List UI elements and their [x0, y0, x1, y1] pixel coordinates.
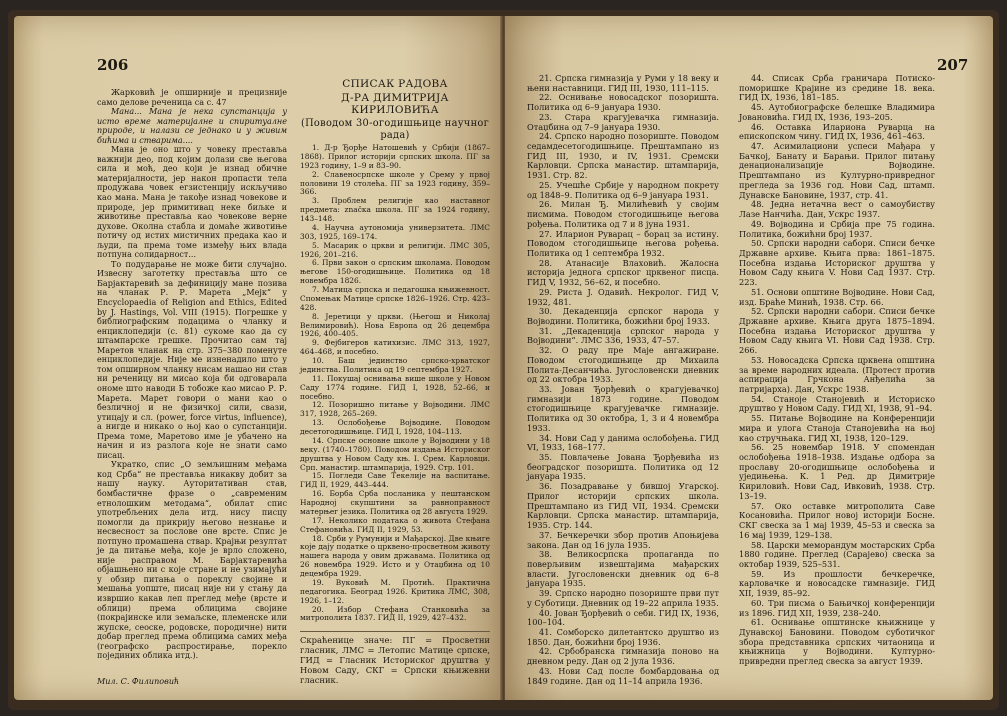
list-item: 49. Војводина и Србија пре 75 година. Политика, божићни број 1937. [739, 218, 935, 239]
list-item: 47. Асимилациони успеси Мађара у Бачкој, Банату и Барањи. Прилог питању денационализације Војводине. Прештампано из Културно-привредног прегледа за 1936 год. Нови Сад, штамп. Дунавске Бановине, 1937, стр. 41. [739, 141, 935, 200]
list-item: 45. Аутобиографске белешке Владимира Јовановића. ГИД IX, 1936, 193–205. [739, 102, 935, 122]
list-item: 17. Неколико података о живота Стефана Стефановића. ГИД II, 1929, 53. [300, 515, 490, 534]
list-item: 36. Позадравање у бившој Угарској. Прилог историји српских школа. Прештампано из ГИД VII, 1934. Сремски Карловци. Српска манастир. штампарија, 1935. Стр. 144. [527, 481, 719, 531]
list-item: 40. Јован Ђорђевић о себи. ГИД IX, 1936, 100–104. [527, 607, 719, 628]
list-item: 25. Учешће Србије у народном покрету од 1848–9. Политика од 6–9 јануара 1931. [527, 179, 719, 200]
author-signature: Мил. С. Филиповић [97, 676, 180, 686]
list-item: 59. Из прошлости бечкеречке, карловачке и новосадске гимназије. ГИД XII, 1939, 85–92. [739, 568, 935, 599]
list-item: 13. Ослобођење Војводине. Поводом десетогодишњице. ГИД I, 1928, 104–113. [300, 418, 490, 436]
list-item: 61. Оснивање општинске књижнице у Дунавској Бановини. Поводом суботичког збора представника српских читаоница и књижница у Војводини. Културно-привредни преглед свеска за август 1939. [739, 617, 935, 667]
paragraph: Мана је оно што у човеку преставља важнији део, под којим долази све његова сила и моћ, део који је изнад обичне материјалности, јер након пропасти тела продужава човек егзистенцију искључиво као мана. Мана је такође изнад човекове и природе, јер примитивац неке биљке и животиње преставља као човекове верне духове. Околна стабла и домаће животиње потичу од истих мистичних предака као и људи, па према томе између њих влада потпуна солидарност... [97, 145, 287, 260]
list-item: 46. Оставка Илариона Руварца на епископском чину. ГИД IX, 1936, 461–463. [739, 121, 935, 142]
list-item: 41. Сомборско дилетантско друштво из 1850. Дан, божићни број 1936. [527, 626, 719, 647]
paragraph: То подударање не може бити случајно. Извесну заготетку преставља што се Барјактаревић за дефиницију мане позива на чланак Р. Р. Марета „Мејк“ у Encyclopaedia of Religion and Ethics, Edited by J. Hastings, Vol. VIII (1915). Погрешке у библиографским подацима о чланку и енциклопедији (с. 81) сукоме као да су штампарске грешке. Прочитао сам тај Маретов чланак на стр. 375–380 поменуте енциклопедије. Није ме изненадило што у том опширном чланку нисам нашао ни став ни реченицу ни мисао која би одговарала ономе што наводи Б тобоже као мисао Р. Р. Марета. Марет говори о мани као о безличној и не физичкој сили, свази, утицају и сл. (power, force virtus, influence), а нигде и никако о њој као о супстанцији. Према томе, Маретово име је убачено на начин и из разлога које не знати само писац. [97, 259, 287, 460]
list-item: 6. Први закон о српским школама. Поводом његове 150-огодишњице. Политика од 18 новембра 1826. [300, 258, 490, 286]
right-page [505, 16, 993, 700]
footnote: Скраћенице значе: ПГ = Просветни гласник, ЛМС = Летопис Матице српске, ГИД = Гласник Историског друштва у Новом Саду, СКГ = Српски књижевни гласник. [300, 631, 490, 685]
list-item: 57. Око оставке митрополита Саве Косановића. Прилог новој историји Босне. СКГ свеска за 1 мај 1939, 45–53 и свеска за 16 мај 1939, 129–138. [739, 500, 935, 540]
list-author: Д-РА ДИМИТРИЈА КИРИЛОВИЋА [341, 92, 449, 116]
left-column-text [97, 88, 287, 686]
list-item: 39. Српско народно позориште први пут у Суботици. Дневник од 19–22 априла 1935. [527, 588, 719, 608]
list-item: 19. Вуковић М. Протић. Практична педагогика. Београд 1926. Критика ЛМС, 308, 1926, 1–12. [300, 577, 490, 605]
paragraph: Укратко, спис „О земљишним међама код Срба“ не преставља никакву добит за нашу науку. Ауторитативан став, бомбастичне фразе о „савременим етнолошким методама“, обилат спис употребљених дела итд. нису писцу помогли да прикрију његово незнање и несвесност за послове оне врсте. Спис је потпуно промашена ствар. Крајњи резултат је да питање међа, које је врло сложено, није расправом М. Барјактаревића објашњено ни с које стране и не узимајући у обзир питања о пореклу својине и мешања уопште, писац није ни у стању да извршио какав леп преглед међе (врсте и облици) према облицима својине (покрајинске или земаљске, племенске или жупске, сеоске, родовске, породичне) нити добар преглед према облицима самих међа (географско распростирање, порекло појединих облика итд.). [97, 460, 287, 661]
list-item: 24. Српско народно позориште. Поводом седамдесетогодишњице. Прештампано из ГИД III, 1930, и IV, 1931. Сремски Карловци. Српска манастир. штампарија, 1931. Стр. 82. [527, 131, 719, 181]
page-number: 206 [97, 56, 129, 74]
list-item: 9. Фејбигеров катихизис. ЛМС 313, 1927, 464–468, и посебно. [300, 338, 490, 357]
bibliography-column [300, 78, 490, 685]
list-item: 15. Погледи Саве Текелије на васпитање. ГИД II, 1929, 443–444. [300, 471, 490, 490]
list-item: 29. Риста J. Одавић. Некролог. ГИД V, 1932, 481. [527, 286, 719, 307]
list-item: 20. Избор Стефана Станковића за митрополита 1837. ГИД II, 1929, 427–432. [300, 604, 490, 623]
list-item: 10. Баш јединство српско-хрватског јединства. Политика од 19 септембра 1927. [300, 356, 490, 374]
list-item: 23. Стара крагујевачка гимназија. Отаџбина од 7–9 јануара 1930. [527, 111, 719, 132]
list-item: 33. Јован Ђорђевић о крагујевачкој гимназији 1873 године. Поводом стогодишњице крагујевачке гимназије. Политика од 30 октобра, 1, 3 и 4 новембра 1933. [527, 384, 719, 433]
list-item: 27. Иларион Руварац – борац за истину. Поводом стогодишњице његова рођења. Политика од 1 септембра 1932. [527, 228, 719, 258]
open-book [8, 10, 999, 710]
list-item: 1. Д-р Ђорђе Натошевић у Србији (1867–1868). Прилог историји српских школа. ПГ за 1923 годину, 1–9 и 83–90. [300, 143, 490, 170]
list-item: 2. Славеносрпске школе у Срему у првој половини 19 столећа. ПГ за 1923 годину, 359–366. [300, 169, 490, 197]
list-item: 42. Србобранска гимназија поново на дневном реду. Дан од 2 јула 1936. [527, 646, 719, 667]
list-item: 21. Српска гимназија у Руми у 18 веку и њени наставници. ГИД III, 1930, 111–115. [527, 73, 719, 93]
list-item: 51. Основи општине Војводине. Нови Сад, изд. Браће Минић, 1938. Стр. 66. [739, 286, 935, 307]
bibliography-column [527, 74, 719, 686]
list-item: 52. Српски народни сабори. Списи бечке Државне архиве. Књига друга 1875–1894. Посебна издања Историског друштва у Новом Саду књига VI. Нови Сад 1938. Стр. 266. [739, 306, 935, 356]
list-item: 32. О раду пре Маје ангажиране. Поводом стогодишњице др Михаила Полита-Десанчића. Југословенски дневник од 22 октобра 1933. [527, 345, 719, 385]
list-item: 34. Нови Сад у данима ослобођења. ГИД VI, 1933, 168–177. [527, 432, 719, 453]
list-item: 5. Масарик о цркви и религији. ЛМС 305, 1926, 201–216. [300, 240, 490, 259]
list-item: 14. Српске основне школе у Војводини у 18 веку. (1740–1780). Поводом издања Историског друштва у Новом Саду књ. I. Срем. Карловци. Срп. манастир. штампарија, 1929. Стр. 101. [300, 435, 490, 472]
list-item: 54. Станоје Станојевић и Историско друштво у Новом Саду. ГИД XI, 1938, 91–94. [739, 393, 935, 414]
bibliography-column [739, 74, 935, 667]
list-item: 60. Три писма о Бањичкој конференцији из 1896. ГИД XII, 1939, 238–240. [739, 597, 935, 618]
paragraph: Жарковић је опширније и прецизније само делове реченица са с. 47 [97, 88, 287, 107]
list-item: 50. Српски народни сабори. Списи бечке Државне архиве. Књига прва: 1861–1875. Посебна издања Историског друштва у Новом Саду књига V. Нови Сад 1937. Стр. 223. [739, 238, 935, 288]
list-item: 31. „Декаденција српског народа у Војводини“. ЛМС 336, 1933, 47–57. [527, 325, 719, 346]
list-item: 53. Новосадска Српска црквена општина за време народних идеала. (Протест против аспирација Грчкона Анђелића за патријарха). Дан, Ускрс 1938. [739, 354, 935, 394]
list-item: 56. 25 новембар 1918. У спомендан ослобођења 1918–1938. Издање одбора за прославу 20-огодишњице ослобођења и уједињења. К. 1 Ред. др Димитрије Кириловић. Нови Сад, Ивковић, 1938. Стр. 13–19. [739, 442, 935, 501]
paragraph: Мана... Мана је нека супстанција у исто време материјалне и спиритуалне природе, и налази се једнако и у живим бићима и стварима.... [97, 107, 287, 145]
list-item: 26. Милан Ђ. Милићевић у својим писмима. Поводом стогодишњице његова рођења. Политика од 7 и 8 јуна 1931. [527, 199, 719, 229]
list-item: 8. Јеретици у цркви. (Његош и Николај Велимировић). Нова Европа од 26 децембра 1926, 400–405. [300, 311, 490, 339]
list-title: СПИСАК РАДОВА [342, 78, 448, 90]
list-item: 35. Повлачење Јована Ђорђевића из београдског позоришта. Политика од 12 јануара 1935. [527, 452, 719, 482]
list-item: 7. Матица српска и педагошка књижевност. Спомењак Матице српске 1826–1926. Стр. 423–428. [300, 285, 490, 312]
list-note: (Поводом 30-огодишњице научног рада) [300, 118, 490, 141]
left-page [14, 16, 502, 700]
list-item: 4. Научна аутономија универзитета. ЛМС 303, 1925, 169–174. [300, 222, 490, 241]
list-item: 16. Борба Срба посланика у пештанском Народној скупштини за равноправност матерњег језика. Политика од 28 августа 1929. [300, 489, 490, 516]
list-item: 3. Проблем религије као наставног предмета: značка школа. ПГ за 1924 годину, 143–148. [300, 196, 490, 223]
list-item: 55. Питање Војводине на Конференцији мира и улога Станоја Станојевића на њој као стручњака. ГИД XI, 1938, 120–129. [739, 413, 935, 443]
list-item: 37. Бечкеречки збор против Апоњијева закона. Дан од 16 јула 1935. [527, 529, 719, 550]
page-number: 207 [937, 56, 969, 74]
list-item: 28. Атанасије Влаховић. Жалосна историја једнога српског црквеног писца. ГИД V, 1932, 56–62, и посебно. [527, 257, 719, 288]
list-item: 58. Царски меморандум мостарских Срба 1880 године. Преглед (Сарајево) свеска за октобар 1939, 525–531. [739, 539, 935, 569]
list-item: 12. Позоришно питање у Војводини. ЛМС 317, 1928, 265–269. [300, 400, 490, 419]
list-item: 11. Покушај оснивања више школе у Новом Саду 1774 године. ГИД I, 1928, 52–66, и посебно. [300, 373, 490, 401]
list-item: 18. Срби у Румунији и Мађарској. Две књиге које дају податке о црквено-просветном животу нашега народа у овим државама. Политика од 26 новембра 1929. Исто и у Отаџбина од 10 децембра 1929. [300, 533, 490, 578]
list-item: 44. Списак Срба граничара Потиско-поморишке Крајине из средине 18. века. ГИД IX, 1936, 181–185. [739, 73, 935, 103]
list-item: 38. Великосрпска пропаганда по поверљивим извештајима мађарских власти. Југословенски дневник од 6–8 јануара 1935. [527, 549, 719, 589]
list-item: 48. Једна нетачна вест о самоубиству Лазе Нанчића. Дан, Ускрс 1937. [739, 199, 935, 220]
list-item: 22. Оснивање новосадског позоришта. Политика од 6–9 јануара 1930. [527, 92, 719, 113]
list-item: 30. Декаденција српског народа у Војводини. Политика, божићни број 1933. [527, 306, 719, 326]
list-item: 43. Нови Сад после бомбардовања од 1849 године. Дан од 11–14 априла 1936. [527, 665, 719, 686]
